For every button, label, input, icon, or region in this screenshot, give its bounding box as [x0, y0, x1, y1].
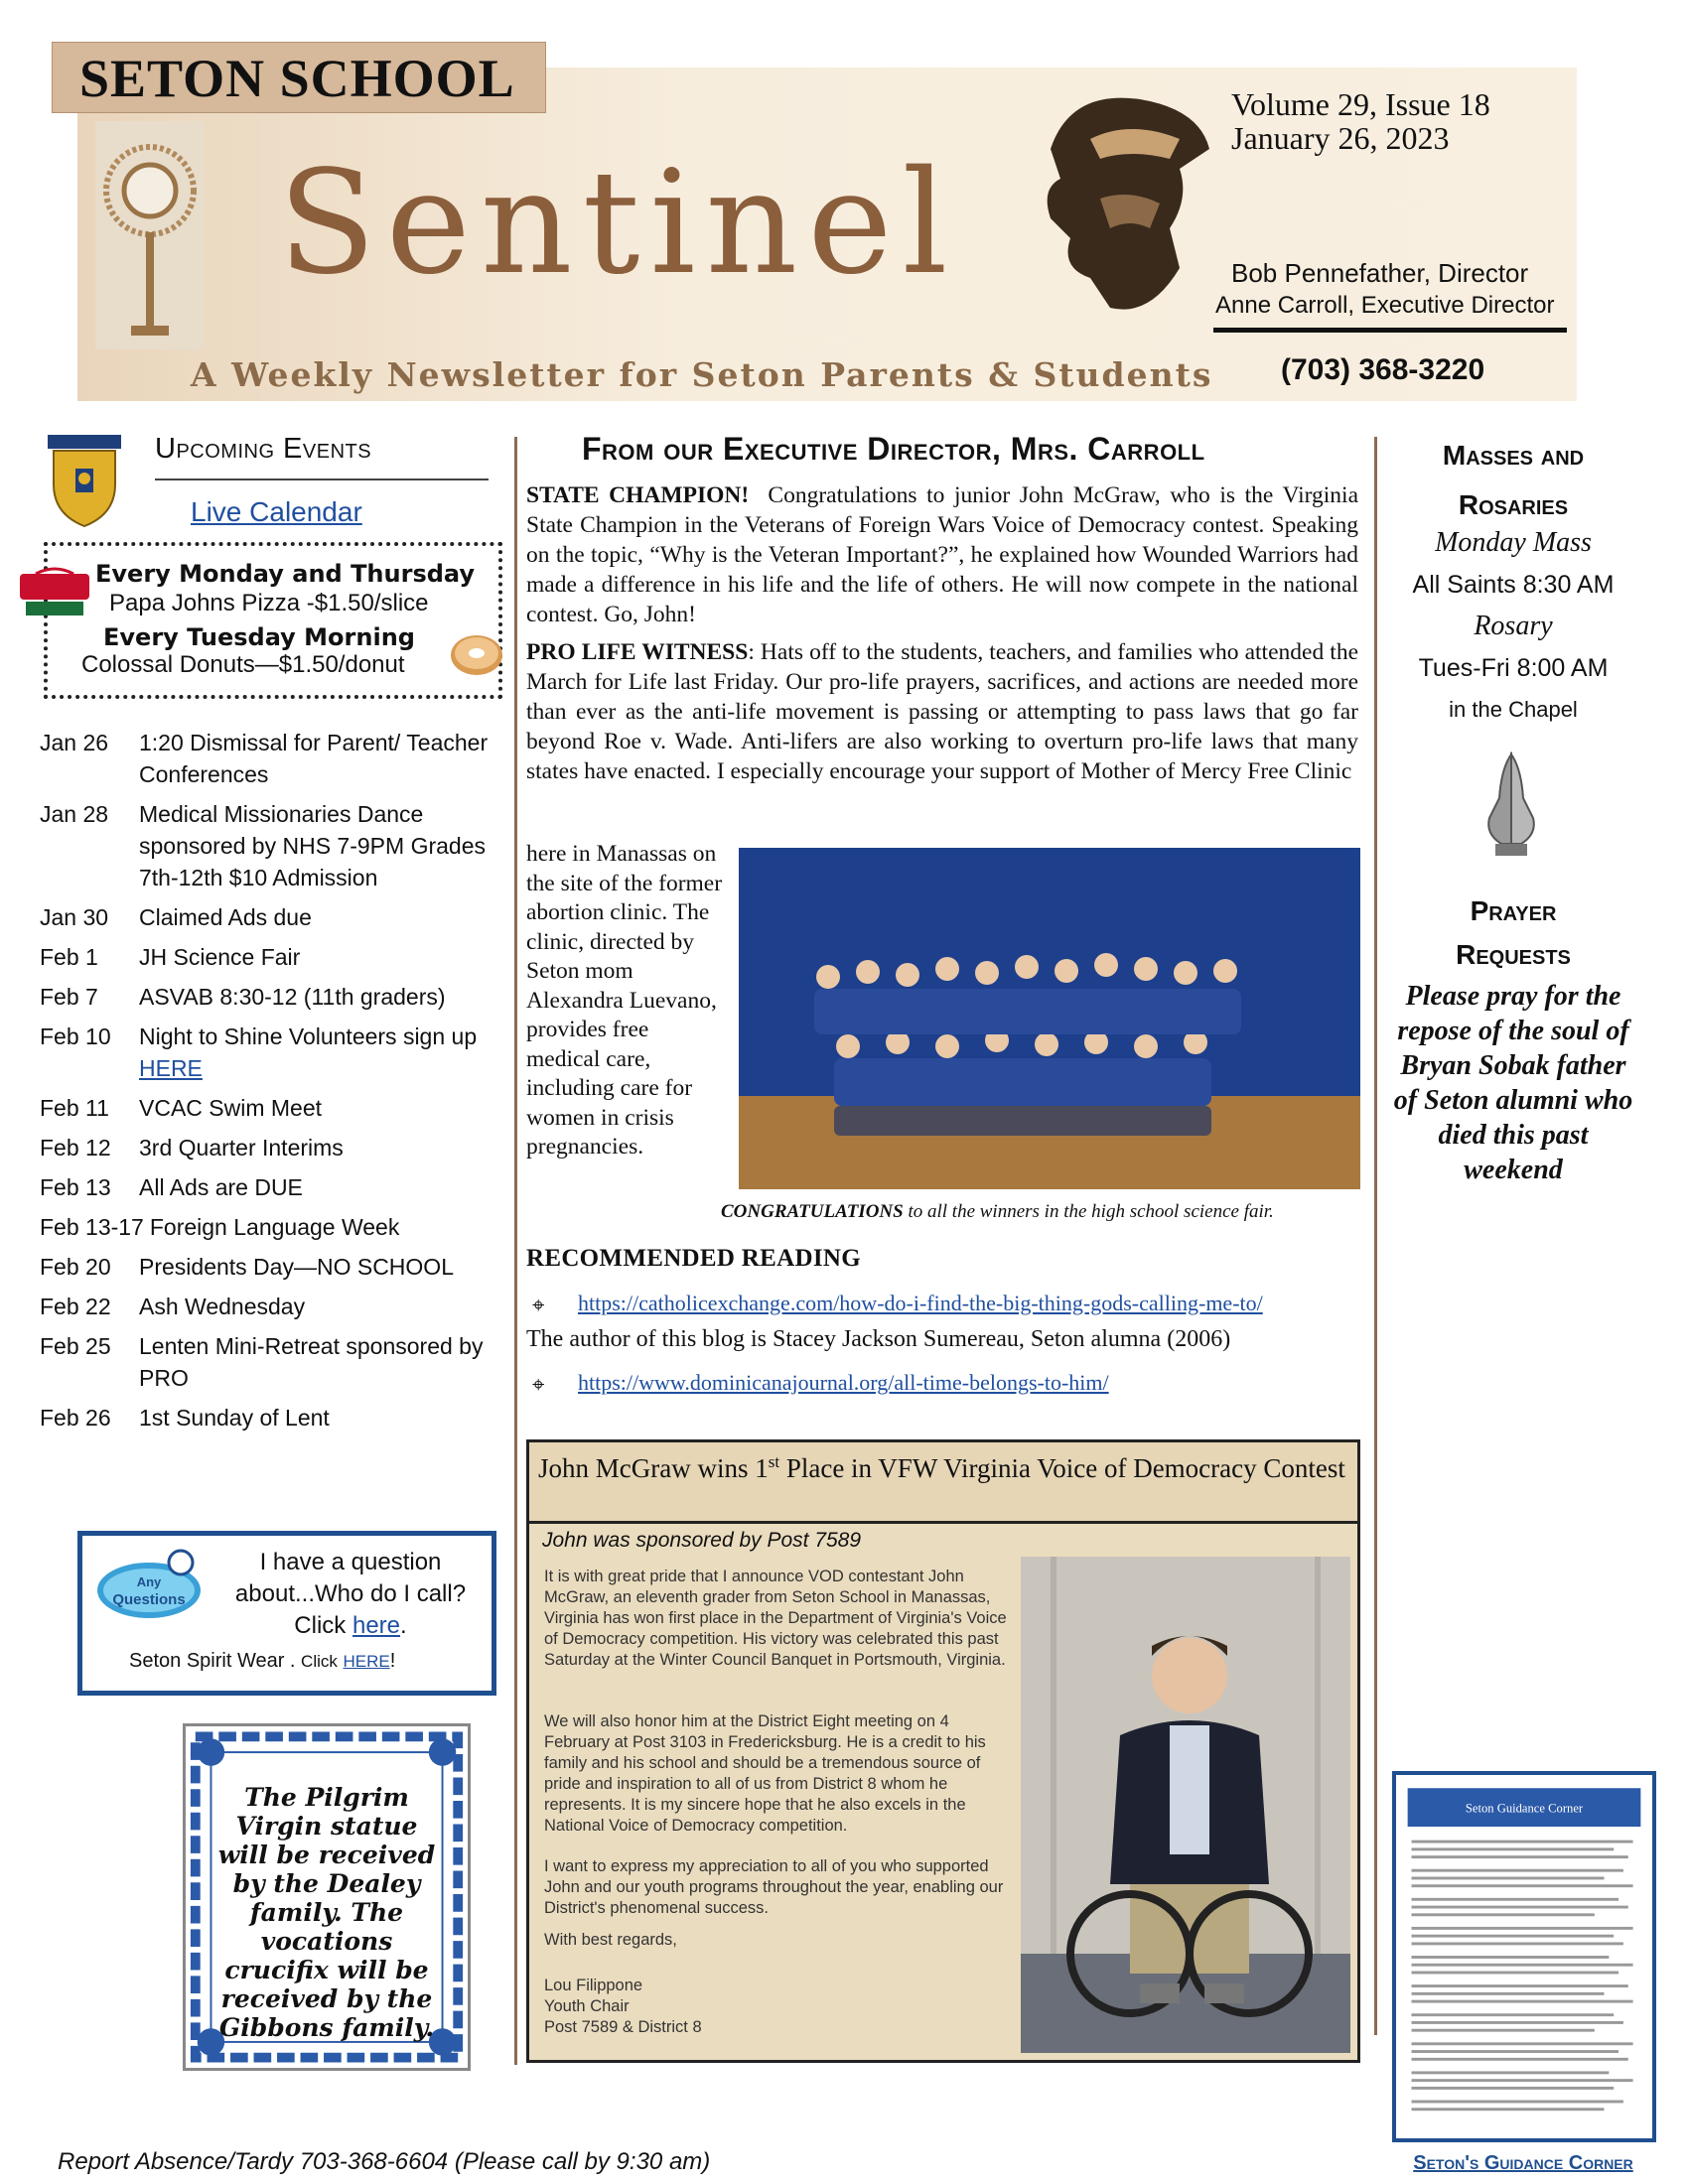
- prayer-heading-line: Prayer: [1470, 895, 1557, 926]
- event-date: Feb 13-17: [40, 1214, 144, 1240]
- special-monday-thursday: Every Monday and Thursday: [95, 560, 476, 588]
- catholic-exchange-link[interactable]: https://catholicexchange.com/how-do-i-find-the-big-thing-gods-calling-me-to/: [578, 1291, 1263, 1315]
- director-letter-body: [526, 480, 1358, 786]
- events-list: [40, 727, 506, 1441]
- masses-heading-line: Rosaries: [1458, 489, 1569, 520]
- question-prompt: I have a question about...Who do I call? Click: [234, 1549, 467, 1639]
- event-item: [40, 727, 506, 790]
- event-item: [40, 798, 506, 893]
- prayer-request-text: Please pray for the repose of the soul of Bryan Sobak father of Seton alumni who died this past weekend: [1393, 981, 1633, 1185]
- event-date: Feb 13: [40, 1174, 111, 1200]
- event-item: [40, 1171, 506, 1203]
- event-text: Foreign Language Week: [149, 1214, 400, 1240]
- vfw-signature-post: Post 7589 & District 8: [544, 2018, 702, 2036]
- science-fair-winners-photo: [739, 848, 1360, 1189]
- absence-report-line: Report Absence/Tardy 703-368-6604 (Please call by 9:30 am): [58, 2148, 711, 2175]
- executive-director-name: Anne Carroll, Executive Director: [1215, 292, 1555, 319]
- event-date: Feb 22: [40, 1294, 111, 1319]
- photo-caption-text: to all the winners in the high school science fair.: [903, 1201, 1274, 1222]
- event-item: [40, 1211, 506, 1243]
- monday-mass-label: Monday Mass: [1435, 527, 1592, 558]
- school-crest-icon: [46, 433, 123, 528]
- masthead-divider: [1213, 328, 1567, 333]
- guidance-corner-link[interactable]: Seton's Guidance Corner: [1413, 2152, 1633, 2174]
- issue-info: [1231, 87, 1490, 155]
- newsletter-tagline: A Weekly Newsletter for Seton Parents & Students: [191, 355, 1213, 394]
- reading-author-note: The author of this blog is Stacey Jackson Sumereau, Seton alumna (2006): [526, 1326, 1231, 1352]
- event-text: All Ads are DUE: [139, 1174, 303, 1200]
- event-date: Feb 12: [40, 1135, 111, 1160]
- guidance-thumbnail-title: Seton Guidance Corner: [1465, 1801, 1584, 1816]
- event-date: Jan 28: [40, 801, 109, 827]
- event-text: Claimed Ads due: [139, 904, 312, 930]
- vfw-title-part: Place in VFW Virginia Voice of Democracy Contest: [779, 1453, 1345, 1483]
- masses-heading: [1382, 431, 1644, 530]
- spirit-wear-line: [129, 1650, 395, 1673]
- event-date: Feb 7: [40, 984, 98, 1010]
- pro-life-text: : Hats off to the students, teachers, and families who attended the March for Life last Friday. Our pro-life prayers, sacrifices, and actions are needed more than ever as the anti-life movement is passing or attempting to pass laws that go far beyond Roe v. Wade. Anti-lifers are also working to overturn pro-life laws that many states have enacted. I especially encourage your support of Mother of Mercy Free Clinic: [526, 639, 1358, 784]
- spirit-wear-label: Seton Spirit Wear .: [129, 1650, 296, 1672]
- event-item: [40, 1402, 506, 1433]
- vfw-signature-name: Lou Filippone: [544, 1977, 643, 1994]
- state-champion-paragraph: [526, 480, 1358, 629]
- dominicana-journal-link[interactable]: https://www.dominicanajournal.org/all-time-belongs-to-him/: [578, 1370, 1109, 1395]
- event-item: [40, 1132, 506, 1163]
- pro-life-lead: PRO LIFE WITNESS: [526, 639, 749, 665]
- event-item: [40, 941, 506, 973]
- event-text: Lenten Mini-Retreat sponsored by PRO: [139, 1333, 484, 1391]
- live-calendar-link[interactable]: Live Calendar: [191, 496, 362, 527]
- spirit-exclaim: !: [389, 1650, 396, 1672]
- vfw-signature: [544, 1976, 1011, 2038]
- spirit-wear-link[interactable]: HERE: [343, 1652, 390, 1671]
- event-text: 1st Sunday of Lent: [139, 1405, 330, 1431]
- event-item: [40, 1251, 506, 1283]
- masses-schedule: [1382, 522, 1644, 731]
- bullet-icon: ⌖: [532, 1372, 545, 1397]
- rosary-time: Tues-Fri 8:00 AM: [1418, 654, 1609, 682]
- clinic-paragraph: here in Manassas on the site of the former abortion clinic. The clinic, directed by Seton mom Alexandra Luevano, provides free medical care, including care for women in crisis pregnancies.: [526, 841, 723, 1160]
- rosary-location: in the Chapel: [1449, 697, 1578, 722]
- event-date: Feb 11: [40, 1095, 109, 1121]
- all-saints-time: All Saints 8:30 AM: [1412, 571, 1615, 599]
- event-text: ASVAB 8:30-12 (11th graders): [139, 984, 446, 1010]
- volume-issue: Volume 29, Issue 18: [1231, 86, 1490, 122]
- special-pizza: Papa Johns Pizza -$1.50/slice: [109, 590, 429, 616]
- events-heading-rule: [155, 478, 489, 480]
- event-date: Feb 25: [40, 1333, 111, 1359]
- bullet-icon: ⌖: [532, 1293, 545, 1317]
- event-date: Jan 26: [40, 730, 109, 755]
- newsletter-title: Sentinel: [278, 139, 958, 306]
- john-mcgraw-photo: [1021, 1557, 1350, 2053]
- prayer-heading-line: Requests: [1456, 939, 1571, 970]
- event-date: Jan 30: [40, 904, 109, 930]
- vfw-title-part: John McGraw wins 1: [538, 1453, 769, 1483]
- director-letter-heading: From our Executive Director, Mrs. Carroll: [582, 431, 1205, 467]
- event-date: Feb 1: [40, 944, 98, 970]
- special-donuts: Colossal Donuts—$1.50/donut: [81, 651, 405, 678]
- event-text: JH Science Fair: [139, 944, 301, 970]
- spirit-click-label: Click: [301, 1652, 338, 1671]
- vfw-signature-title: Youth Chair: [544, 1997, 630, 2015]
- guidance-corner-thumbnail[interactable]: [1392, 1771, 1656, 2142]
- school-name: SETON SCHOOL: [79, 49, 515, 108]
- event-text: 3rd Quarter Interims: [139, 1135, 344, 1160]
- monstrance-image: [95, 121, 205, 349]
- question-text: [220, 1547, 481, 1642]
- vfw-paragraph: We will also honor him at the District Eight meeting on 4 February at Post 3103 in Fredericksburg. He is a credit to his family and his school and should be a tremendous source of pride and inspiration to all of us from District 8 whom he represents. It is my sincere hope that he also excels in the National Voice of Democracy competition.: [544, 1712, 986, 1835]
- papa-johns-logo: [16, 564, 93, 621]
- state-champion-text: Congratulations to junior John McGraw, who is the Virginia State Champion in the Veterans of Foreign Wars Voice of Democracy contest. Speaking on the topic, “Why is the Veteran Important?”, he explained how Wounded Warriors had made a difference in his life and the life of others. He will now compete in the national contest. Go, John!: [526, 482, 1359, 627]
- school-phone: (703) 368-3220: [1281, 353, 1485, 386]
- masses-heading-line: Masses and: [1442, 440, 1585, 471]
- upcoming-events-heading: Upcoming Events: [155, 433, 372, 465]
- any-questions-label-bottom: Questions: [112, 1591, 186, 1608]
- vfw-title-superscript: st: [768, 1452, 780, 1471]
- state-champion-lead: STATE CHAMPION!: [526, 482, 750, 508]
- donut-icon: [449, 629, 504, 677]
- knight-emblem-image: [1031, 79, 1219, 328]
- vfw-subtitle: John was sponsored by Post 7589: [542, 1529, 862, 1552]
- recommended-reading-heading: RECOMMENDED READING: [526, 1245, 861, 1272]
- pilgrim-virgin-announcement: The Pilgrim Virgin statue will be received by the Dealey family. The vocations crucifix will be received by the Gibbons family.: [217, 1783, 436, 2042]
- event-item: [40, 981, 506, 1013]
- event-date: Feb 10: [40, 1024, 111, 1049]
- rosary-label: Rosary: [1474, 611, 1553, 641]
- praying-hands-icon: [1472, 749, 1551, 858]
- prayer-requests-heading: [1382, 889, 1644, 977]
- event-text: Ash Wednesday: [139, 1294, 306, 1319]
- event-item: [40, 901, 506, 933]
- event-date: Feb 20: [40, 1254, 111, 1280]
- special-tuesday: Every Tuesday Morning: [103, 623, 415, 651]
- who-to-call-link[interactable]: here: [352, 1612, 401, 1639]
- event-text: 1:20 Dismissal for Parent/ Teacher Conferences: [139, 730, 489, 787]
- column-divider-left: [514, 437, 517, 2065]
- event-item: [40, 1330, 506, 1394]
- event-text: Presidents Day—NO SCHOOL: [139, 1254, 454, 1280]
- issue-date: January 26, 2023: [1231, 120, 1450, 156]
- event-text: Medical Missionaries Dance sponsored by NHS 7-9PM Grades 7th-12th $10 Admission: [139, 801, 486, 890]
- event-item: [40, 1021, 506, 1084]
- event-text-with-link: [139, 1021, 506, 1084]
- vfw-title: [538, 1445, 1352, 1485]
- any-questions-logo: [95, 1549, 203, 1622]
- photo-caption: [721, 1201, 1274, 1223]
- pro-life-paragraph: [526, 637, 1358, 786]
- event-item: [40, 1291, 506, 1322]
- director-name: Bob Pennefather, Director: [1231, 258, 1529, 288]
- question-period: .: [400, 1612, 407, 1639]
- event-text: VCAC Swim Meet: [139, 1095, 323, 1121]
- event-item: [40, 1092, 506, 1124]
- vfw-paragraph: It is with great pride that I announce VOD contestant John McGraw, an eleventh grader from Seton School in Manassas, Virginia has won first place in the Department of Virginia's Voice of Democracy competition. His victory was celebrated this past Saturday at the Winter Council Banquet in Portsmouth, Virginia.: [544, 1568, 1007, 1669]
- any-questions-label-top: Any: [136, 1574, 162, 1589]
- column-divider-right: [1374, 437, 1377, 2035]
- event-date: Feb 26: [40, 1405, 111, 1431]
- event-text: Night to Shine Volunteers sign up: [139, 1024, 478, 1049]
- vfw-paragraph: I want to express my appreciation to all of you who supported John and our youth programs throughout the year, enabling our District's phenomenal success.: [544, 1857, 1004, 1917]
- vfw-closing: With best regards,: [544, 1931, 677, 1949]
- night-to-shine-signup-link[interactable]: HERE: [139, 1055, 203, 1081]
- photo-caption-lead: CONGRATULATIONS: [721, 1201, 904, 1222]
